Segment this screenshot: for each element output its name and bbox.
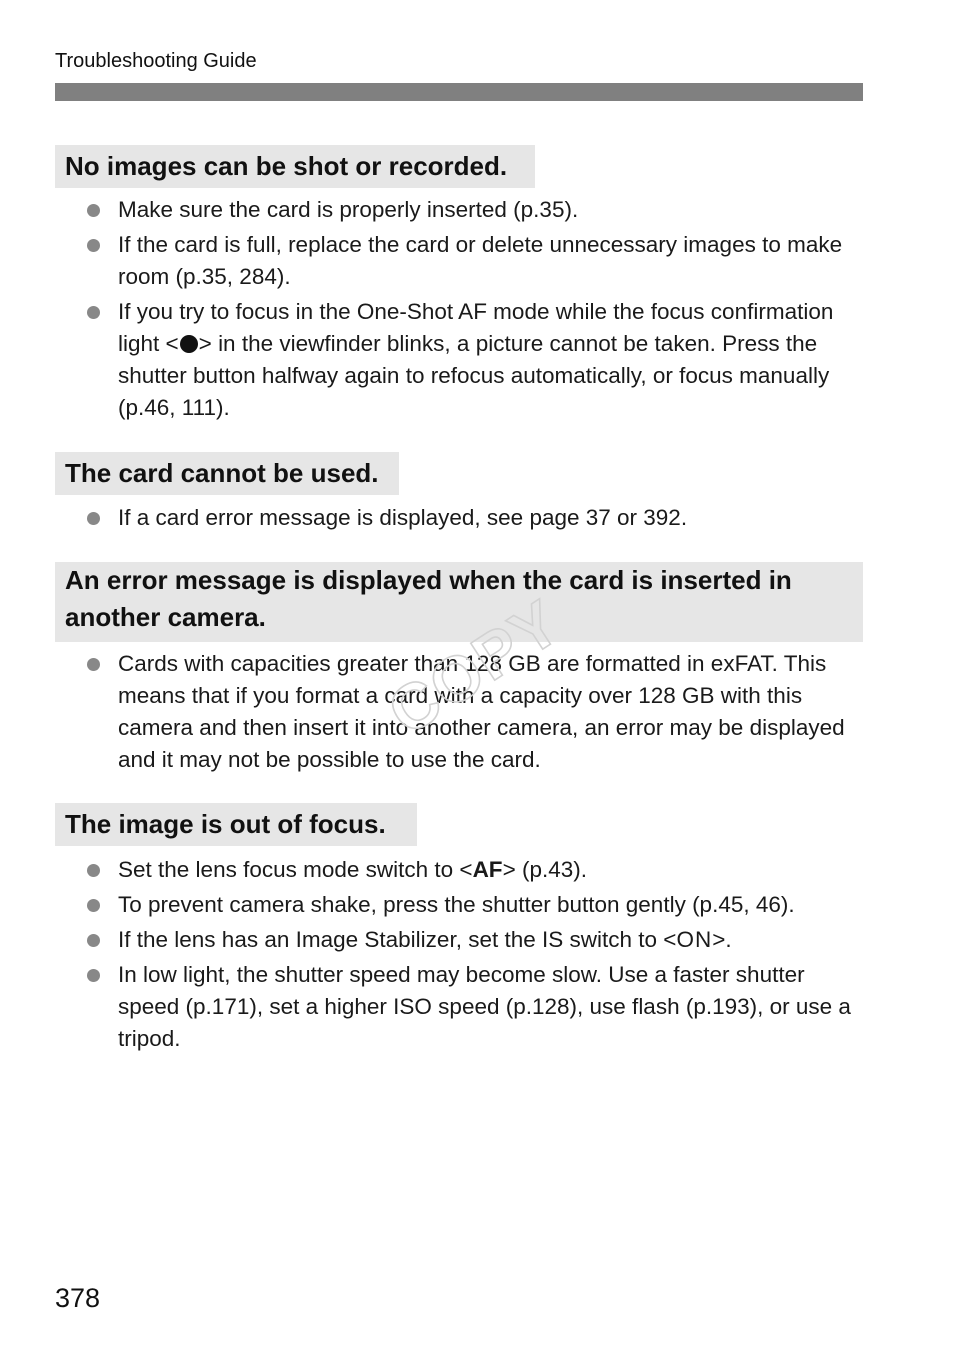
bullet-list-card-cannot-be-used [85,502,863,534]
section-heading-no-images: No images can be shot or recorded. [55,145,535,188]
list-item: If you try to focus in the One-Shot AF mode while the focus confirmation light < > in the viewfinder blinks, a picture cannot be taken. Press the shutter button halfway again to refocus automatically, or focus manually (p.46, 111). [85,296,863,424]
copy-watermark: COPY [375,585,574,749]
list-item: Set the lens focus mode switch to <AF> (p.43). [85,854,863,886]
bullet-icon [87,934,100,947]
list-item: Make sure the card is properly inserted (p.35). [85,194,863,226]
page-number: 378 [55,1283,101,1313]
focus-confirmation-light-icon [180,335,198,353]
list-item: Cards with capacities greater than 128 GB are formatted in exFAT. This means that if you format a card with a capacity over 128 GB with this camera and then insert it into another camera, an error may be displayed and it may not be possible to use the card. [85,648,863,776]
bullet-icon [87,512,100,525]
list-item: To prevent camera shake, press the shutter button gently (p.45, 46). [85,889,863,921]
bullet-list-error-another-camera [85,648,863,776]
bullet-list-no-images [85,194,863,424]
bullet-icon [87,899,100,912]
section-heading-card-cannot-be-used: The card cannot be used. [55,452,399,495]
bullet-icon [87,306,100,319]
bullet-icon [87,864,100,877]
section-heading-out-of-focus: The image is out of focus. [55,803,417,846]
list-item: If the lens has an Image Stabilizer, set the IS switch to <ON>. [85,924,863,956]
on-switch-symbol: ON [676,927,713,952]
bullet-icon [87,204,100,217]
header-rule [55,83,863,101]
bullet-list-out-of-focus [85,854,863,1055]
bullet-icon [87,658,100,671]
bullet-icon [87,969,100,982]
af-switch-symbol: AF [472,857,503,882]
list-item: In low light, the shutter speed may become slow. Use a faster shutter speed (p.171), set a higher ISO speed (p.128), use flash (p.193), or use a tripod. [85,959,863,1055]
running-header: Troubleshooting Guide [55,50,257,72]
list-item: If the card is full, replace the card or delete unnecessary images to make room (p.35, 284). [85,229,863,293]
section-heading-error-another-camera: An error message is displayed when the card is inserted in another camera. [55,562,863,642]
bullet-icon [87,239,100,252]
list-item: If a card error message is displayed, see page 37 or 392. [85,502,863,534]
